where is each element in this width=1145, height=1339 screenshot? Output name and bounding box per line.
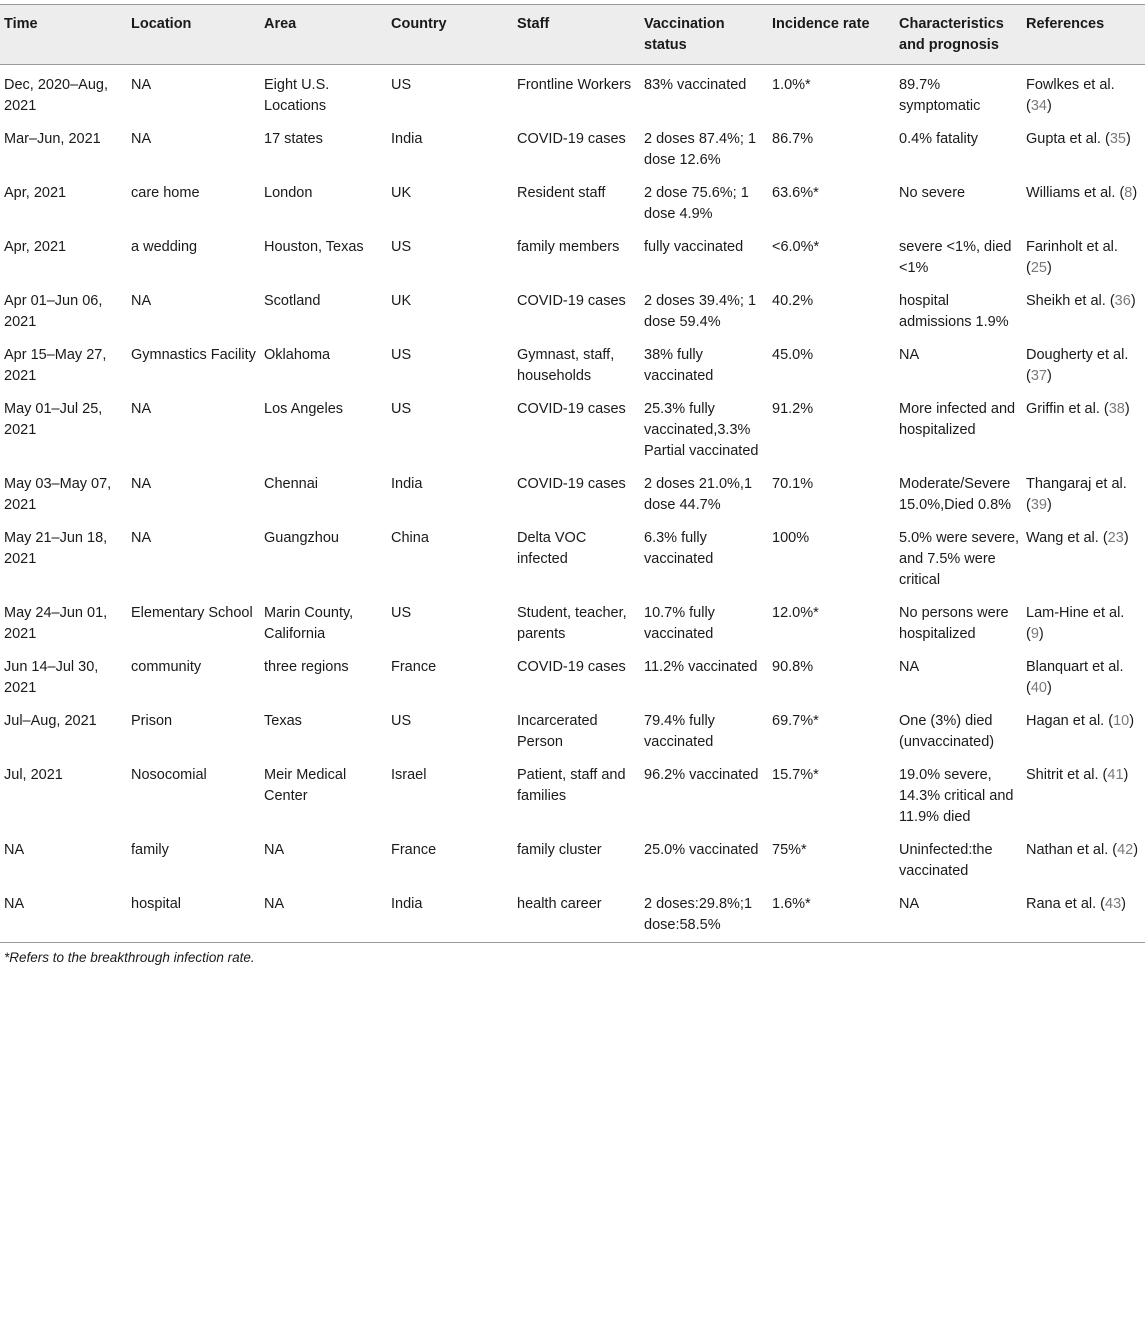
table-row bbox=[0, 339, 1145, 393]
cell-incidence-rate: 75%* bbox=[772, 842, 807, 858]
cell-time: May 24–Jun 01, 2021 bbox=[4, 605, 108, 642]
reference-author: Griffin et al. ( bbox=[1026, 401, 1109, 417]
reference-citation-link[interactable]: 34 bbox=[1030, 98, 1047, 114]
reference-author: Thangaraj et al. ( bbox=[1026, 476, 1127, 513]
cell-reference bbox=[1022, 651, 1145, 705]
cell-area: 17 states bbox=[264, 131, 323, 147]
reference-author: Gupta et al. ( bbox=[1026, 131, 1110, 147]
cell-staff: COVID-19 cases bbox=[517, 476, 626, 492]
header-country: Country bbox=[391, 16, 447, 32]
table-row bbox=[0, 597, 1145, 651]
cell-characteristics: NA bbox=[899, 659, 920, 675]
cell-characteristics: hospital admissions 1.9% bbox=[899, 293, 1009, 330]
cell-staff: Patient, staff and families bbox=[517, 767, 626, 804]
reference-citation-link[interactable]: 40 bbox=[1030, 680, 1047, 696]
cell-time: NA bbox=[4, 896, 25, 912]
cell-location: a wedding bbox=[131, 239, 198, 255]
cell-country: India bbox=[391, 896, 423, 912]
cell-staff: Incarcerated Person bbox=[517, 713, 598, 750]
table-row bbox=[0, 705, 1145, 759]
cell-characteristics: severe <1%, died <1% bbox=[899, 239, 1012, 276]
cell-staff: COVID-19 cases bbox=[517, 401, 626, 417]
reference-close-paren: ) bbox=[1046, 368, 1052, 384]
cell-characteristics: 5.0% were severe, and 7.5% were critical bbox=[899, 530, 1020, 588]
cell-incidence-rate: 86.7% bbox=[772, 131, 814, 147]
cell-reference bbox=[1022, 888, 1145, 943]
cell-reference bbox=[1022, 123, 1145, 177]
reference-author: Hagan et al. ( bbox=[1026, 713, 1114, 729]
cell-characteristics: One (3%) died (unvaccinated) bbox=[899, 713, 995, 750]
table-row bbox=[0, 393, 1145, 468]
reference-author: Fowlkes et al. ( bbox=[1026, 77, 1115, 114]
cell-area: three regions bbox=[264, 659, 349, 675]
cell-country: Israel bbox=[391, 767, 427, 783]
cell-location: hospital bbox=[131, 896, 181, 912]
table-row bbox=[0, 759, 1145, 834]
cell-incidence-rate: 15.7%* bbox=[772, 767, 819, 783]
cell-area: Meir Medical Center bbox=[264, 767, 347, 804]
cell-incidence-rate: 100% bbox=[772, 530, 810, 546]
cell-vaccination-status: 25.0% vaccinated bbox=[644, 842, 759, 858]
reference-close-paren: ) bbox=[1130, 293, 1136, 309]
table-row bbox=[0, 285, 1145, 339]
header-vaccination-status: Vaccination status bbox=[644, 16, 725, 53]
reference-citation-link[interactable]: 37 bbox=[1030, 368, 1047, 384]
reference-close-paren: ) bbox=[1123, 530, 1129, 546]
cell-characteristics: 0.4% fatality bbox=[899, 131, 978, 147]
cell-reference bbox=[1022, 339, 1145, 393]
cell-country: US bbox=[391, 401, 412, 417]
cell-vaccination-status: 2 doses:29.8%;1 dose:58.5% bbox=[644, 896, 753, 933]
cell-area: Houston, Texas bbox=[264, 239, 364, 255]
cell-time: NA bbox=[4, 842, 25, 858]
cell-staff: Frontline Workers bbox=[517, 77, 632, 93]
cell-country: US bbox=[391, 239, 412, 255]
table-row bbox=[0, 468, 1145, 522]
cell-area: London bbox=[264, 185, 313, 201]
cell-incidence-rate: 1.6%* bbox=[772, 896, 811, 912]
cell-incidence-rate: 69.7%* bbox=[772, 713, 819, 729]
cell-characteristics: Moderate/Severe 15.0%,Died 0.8% bbox=[899, 476, 1012, 513]
cell-country: UK bbox=[391, 293, 412, 309]
cell-incidence-rate: 40.2% bbox=[772, 293, 814, 309]
cell-country: UK bbox=[391, 185, 412, 201]
cell-country: France bbox=[391, 842, 437, 858]
cell-location: family bbox=[131, 842, 169, 858]
cell-time: May 03–May 07, 2021 bbox=[4, 476, 112, 513]
reference-close-paren: ) bbox=[1129, 713, 1135, 729]
table-row bbox=[0, 231, 1145, 285]
cell-area: Chennai bbox=[264, 476, 319, 492]
cell-reference bbox=[1022, 597, 1145, 651]
reference-close-paren: ) bbox=[1124, 401, 1130, 417]
reference-citation-link[interactable]: 35 bbox=[1109, 131, 1126, 147]
cell-area: Marin County, California bbox=[264, 605, 354, 642]
header-characteristics: Characteristics and prognosis bbox=[899, 16, 1004, 53]
cell-reference bbox=[1022, 177, 1145, 231]
cell-area: NA bbox=[264, 896, 285, 912]
cell-country: China bbox=[391, 530, 429, 546]
reference-author: Lam-Hine et al. ( bbox=[1026, 605, 1125, 642]
header-staff: Staff bbox=[517, 16, 550, 32]
cell-incidence-rate: 12.0%* bbox=[772, 605, 819, 621]
cell-vaccination-status: 2 doses 87.4%; 1 dose 12.6% bbox=[644, 131, 757, 168]
reference-author: Wang et al. ( bbox=[1026, 530, 1108, 546]
reference-author: Sheikh et al. ( bbox=[1026, 293, 1115, 309]
cell-staff: COVID-19 cases bbox=[517, 131, 626, 147]
cell-vaccination-status: 11.2% vaccinated bbox=[644, 659, 758, 675]
cell-characteristics: 89.7% symptomatic bbox=[899, 77, 981, 114]
cell-time: Apr 01–Jun 06, 2021 bbox=[4, 293, 103, 330]
cell-reference bbox=[1022, 468, 1145, 522]
cell-incidence-rate: 91.2% bbox=[772, 401, 814, 417]
cell-vaccination-status: 25.3% fully vaccinated,3.3% Partial vaccinated bbox=[644, 401, 759, 459]
cell-location: care home bbox=[131, 185, 200, 201]
cell-characteristics: 19.0% severe, 14.3% critical and 11.9% died bbox=[899, 767, 1014, 825]
cell-time: May 21–Jun 18, 2021 bbox=[4, 530, 108, 567]
cell-reference bbox=[1022, 393, 1145, 468]
reference-author: Williams et al. ( bbox=[1026, 185, 1125, 201]
cell-time: Apr, 2021 bbox=[4, 239, 67, 255]
table-footnote: *Refers to the breakthrough infection rate. bbox=[4, 950, 255, 965]
cell-location: NA bbox=[131, 77, 152, 93]
cell-reference bbox=[1022, 285, 1145, 339]
reference-close-paren: ) bbox=[1133, 842, 1139, 858]
cell-location: Elementary School bbox=[131, 605, 253, 621]
cell-reference bbox=[1022, 65, 1145, 124]
reference-citation-link[interactable]: 41 bbox=[1107, 767, 1124, 783]
cell-vaccination-status: 38% fully vaccinated bbox=[644, 347, 714, 384]
cell-country: US bbox=[391, 605, 412, 621]
cell-staff: COVID-19 cases bbox=[517, 293, 626, 309]
cell-incidence-rate: <6.0%* bbox=[772, 239, 820, 255]
table-row bbox=[0, 834, 1145, 888]
reference-author: Farinholt et al. ( bbox=[1026, 239, 1118, 276]
reference-author: Rana et al. ( bbox=[1026, 896, 1105, 912]
reference-close-paren: ) bbox=[1038, 626, 1044, 642]
table-row bbox=[0, 888, 1145, 943]
header-incidence-rate: Incidence rate bbox=[772, 16, 870, 32]
header-references: References bbox=[1026, 16, 1105, 32]
cell-characteristics: More infected and hospitalized bbox=[899, 401, 1016, 438]
table-row bbox=[0, 123, 1145, 177]
reference-close-paren: ) bbox=[1123, 767, 1129, 783]
cell-characteristics: No persons were hospitalized bbox=[899, 605, 1009, 642]
cell-vaccination-status: 2 doses 39.4%; 1 dose 59.4% bbox=[644, 293, 757, 330]
cell-country: India bbox=[391, 476, 423, 492]
table-row bbox=[0, 177, 1145, 231]
reference-close-paren: ) bbox=[1125, 131, 1131, 147]
cell-staff: Student, teacher, parents bbox=[517, 605, 627, 642]
reference-author: Dougherty et al. ( bbox=[1026, 347, 1129, 384]
cell-staff: health career bbox=[517, 896, 602, 912]
cell-staff: COVID-19 cases bbox=[517, 659, 626, 675]
cell-staff: Delta VOC infected bbox=[517, 530, 587, 567]
cell-staff: family cluster bbox=[517, 842, 602, 858]
reference-citation-link[interactable]: 39 bbox=[1030, 497, 1047, 513]
cell-country: India bbox=[391, 131, 423, 147]
reference-author: Shitrit et al. ( bbox=[1026, 767, 1108, 783]
cell-location: NA bbox=[131, 530, 152, 546]
cell-vaccination-status: 83% vaccinated bbox=[644, 77, 747, 93]
cell-country: US bbox=[391, 77, 412, 93]
reference-close-paren: ) bbox=[1046, 497, 1052, 513]
cell-area: Oklahoma bbox=[264, 347, 331, 363]
reference-citation-link[interactable]: 42 bbox=[1117, 842, 1134, 858]
cell-location: Prison bbox=[131, 713, 173, 729]
cell-reference bbox=[1022, 231, 1145, 285]
cell-incidence-rate: 63.6%* bbox=[772, 185, 819, 201]
reference-citation-link[interactable]: 8 bbox=[1124, 185, 1133, 201]
cell-reference bbox=[1022, 759, 1145, 834]
cell-time: Apr 15–May 27, 2021 bbox=[4, 347, 107, 384]
cell-characteristics: NA bbox=[899, 347, 920, 363]
reference-citation-link[interactable]: 23 bbox=[1107, 530, 1124, 546]
cell-time: Jun 14–Jul 30, 2021 bbox=[4, 659, 99, 696]
cell-location: NA bbox=[131, 293, 152, 309]
reference-citation-link[interactable]: 43 bbox=[1105, 896, 1122, 912]
cell-vaccination-status: 96.2% vaccinated bbox=[644, 767, 759, 783]
cell-country: US bbox=[391, 713, 412, 729]
cell-area: Los Angeles bbox=[264, 401, 344, 417]
cell-reference bbox=[1022, 705, 1145, 759]
reference-close-paren: ) bbox=[1121, 896, 1126, 912]
cell-location: community bbox=[131, 659, 202, 675]
cell-staff: Resident staff bbox=[517, 185, 606, 201]
reference-close-paren: ) bbox=[1046, 680, 1052, 696]
cell-reference bbox=[1022, 522, 1145, 597]
cell-vaccination-status: 6.3% fully vaccinated bbox=[644, 530, 714, 567]
cell-location: NA bbox=[131, 131, 152, 147]
table-row bbox=[0, 65, 1145, 124]
header-location: Location bbox=[131, 16, 192, 32]
cell-area: Eight U.S. Locations bbox=[264, 77, 330, 114]
cell-area: Scotland bbox=[264, 293, 321, 309]
reference-citation-link[interactable]: 10 bbox=[1113, 713, 1130, 729]
header-time: Time bbox=[4, 16, 38, 32]
cell-time: Mar–Jun, 2021 bbox=[4, 131, 101, 147]
cell-location: NA bbox=[131, 476, 152, 492]
cell-time: Apr, 2021 bbox=[4, 185, 67, 201]
cell-vaccination-status: 2 dose 75.6%; 1 dose 4.9% bbox=[644, 185, 749, 222]
cell-vaccination-status: 2 doses 21.0%,1 dose 44.7% bbox=[644, 476, 753, 513]
cell-location: Gymnastics Facility bbox=[131, 347, 256, 363]
cell-area: Texas bbox=[264, 713, 302, 729]
reference-citation-link[interactable]: 9 bbox=[1030, 626, 1039, 642]
cell-incidence-rate: 45.0% bbox=[772, 347, 814, 363]
reference-citation-link[interactable]: 25 bbox=[1030, 260, 1047, 276]
cell-vaccination-status: fully vaccinated bbox=[644, 239, 744, 255]
cell-characteristics: No severe bbox=[899, 185, 966, 201]
reference-author: Blanquart et al. ( bbox=[1026, 659, 1124, 696]
cell-staff: family members bbox=[517, 239, 620, 255]
cell-time: Dec, 2020–Aug, 2021 bbox=[4, 77, 108, 114]
header-row bbox=[0, 5, 1145, 65]
cell-country: France bbox=[391, 659, 437, 675]
cell-time: Jul–Aug, 2021 bbox=[4, 713, 97, 729]
cell-staff: Gymnast, staff, households bbox=[517, 347, 615, 384]
header-area: Area bbox=[264, 16, 297, 32]
cell-location: Nosocomial bbox=[131, 767, 207, 783]
table-row bbox=[0, 522, 1145, 597]
cell-incidence-rate: 70.1% bbox=[772, 476, 814, 492]
reference-citation-link[interactable]: 36 bbox=[1114, 293, 1131, 309]
cell-country: US bbox=[391, 347, 412, 363]
cell-location: NA bbox=[131, 401, 152, 417]
cell-time: May 01–Jul 25, 2021 bbox=[4, 401, 103, 438]
cell-incidence-rate: 90.8% bbox=[772, 659, 814, 675]
cell-characteristics: NA bbox=[899, 896, 920, 912]
cell-area: Guangzhou bbox=[264, 530, 339, 546]
cell-characteristics: Uninfected:the vaccinated bbox=[899, 842, 993, 879]
reference-close-paren: ) bbox=[1132, 185, 1138, 201]
cell-time: Jul, 2021 bbox=[4, 767, 63, 783]
cell-vaccination-status: 79.4% fully vaccinated bbox=[644, 713, 715, 750]
table-row bbox=[0, 651, 1145, 705]
reference-author: Nathan et al. ( bbox=[1026, 842, 1118, 858]
reference-citation-link[interactable]: 38 bbox=[1108, 401, 1125, 417]
reference-close-paren: ) bbox=[1046, 260, 1052, 276]
table-body bbox=[0, 65, 1145, 943]
cell-area: NA bbox=[264, 842, 285, 858]
cell-incidence-rate: 1.0%* bbox=[772, 77, 811, 93]
reference-close-paren: ) bbox=[1046, 98, 1052, 114]
cell-vaccination-status: 10.7% fully vaccinated bbox=[644, 605, 715, 642]
table-header bbox=[0, 5, 1145, 65]
breakthrough-infection-table bbox=[0, 4, 1145, 943]
cell-reference bbox=[1022, 834, 1145, 888]
